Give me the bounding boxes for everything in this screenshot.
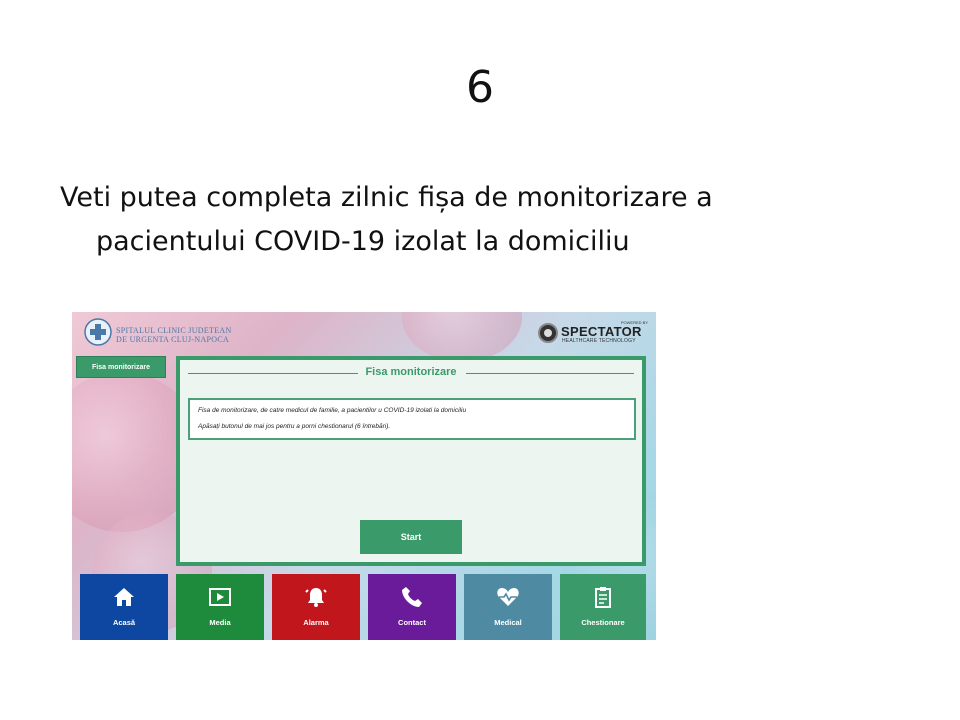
nav-label: Alarma xyxy=(303,618,329,627)
hospital-name: SPITALUL CLINIC JUDETEAN DE URGENTA CLUJ-NAPOCA xyxy=(116,326,232,344)
nav-alarma[interactable] xyxy=(272,574,360,640)
media-play-icon xyxy=(208,585,232,609)
phone-icon xyxy=(400,585,424,609)
side-tab-fisa-monitorizare[interactable]: Fisa monitorizare xyxy=(76,356,166,378)
vendor-tagline: HEALTHCARE TECHNOLOGY xyxy=(562,338,636,344)
vendor-name: SPECTATOR xyxy=(561,324,642,339)
clipboard-icon xyxy=(591,585,615,609)
powered-by-label: POWERED BY xyxy=(620,320,648,325)
panel-title: Fisa monitorizare xyxy=(365,366,457,378)
nav-medical[interactable] xyxy=(464,574,552,640)
hospital-logo-icon xyxy=(84,318,112,346)
form-description: Fisa de monitorizare, de catre medicul de familie, a pacientilor u COVID-19 izolati la domiciliu xyxy=(198,407,467,414)
nav-label: Acasă xyxy=(112,618,136,627)
nav-label: Media xyxy=(209,618,231,627)
nav-chestionare[interactable] xyxy=(560,574,646,640)
app-screenshot xyxy=(72,312,656,640)
nav-label: Chestionare xyxy=(581,618,625,627)
title-divider xyxy=(466,373,634,374)
nav-contact[interactable] xyxy=(368,574,456,640)
start-button[interactable]: Start xyxy=(360,520,462,554)
heart-pulse-icon xyxy=(496,585,520,609)
nav-label: Medical xyxy=(494,618,522,627)
slide-text xyxy=(60,176,840,264)
slide-text-line-1: Veti putea completa zilnic fișa de monitorizare a xyxy=(60,182,713,213)
spectator-logo xyxy=(538,320,648,346)
panel-title-row xyxy=(188,366,634,380)
slide-number: 6 xyxy=(466,62,494,113)
home-icon xyxy=(112,585,136,609)
form-instruction: Apăsați butonul de mai jos pentru a porni chestionarul (6 întrebări). xyxy=(198,423,391,430)
spectator-eye-icon xyxy=(538,323,558,343)
info-box xyxy=(188,398,636,440)
slide-text-line-2: pacientului COVID-19 izolat la domiciliu xyxy=(96,226,630,257)
alarm-bell-icon xyxy=(304,585,328,609)
nav-media[interactable] xyxy=(176,574,264,640)
nav-acasa[interactable] xyxy=(80,574,168,640)
nav-label: Contact xyxy=(398,618,426,627)
app-header xyxy=(72,312,656,352)
monitoring-form-panel xyxy=(176,356,646,566)
bottom-nav xyxy=(80,574,646,640)
